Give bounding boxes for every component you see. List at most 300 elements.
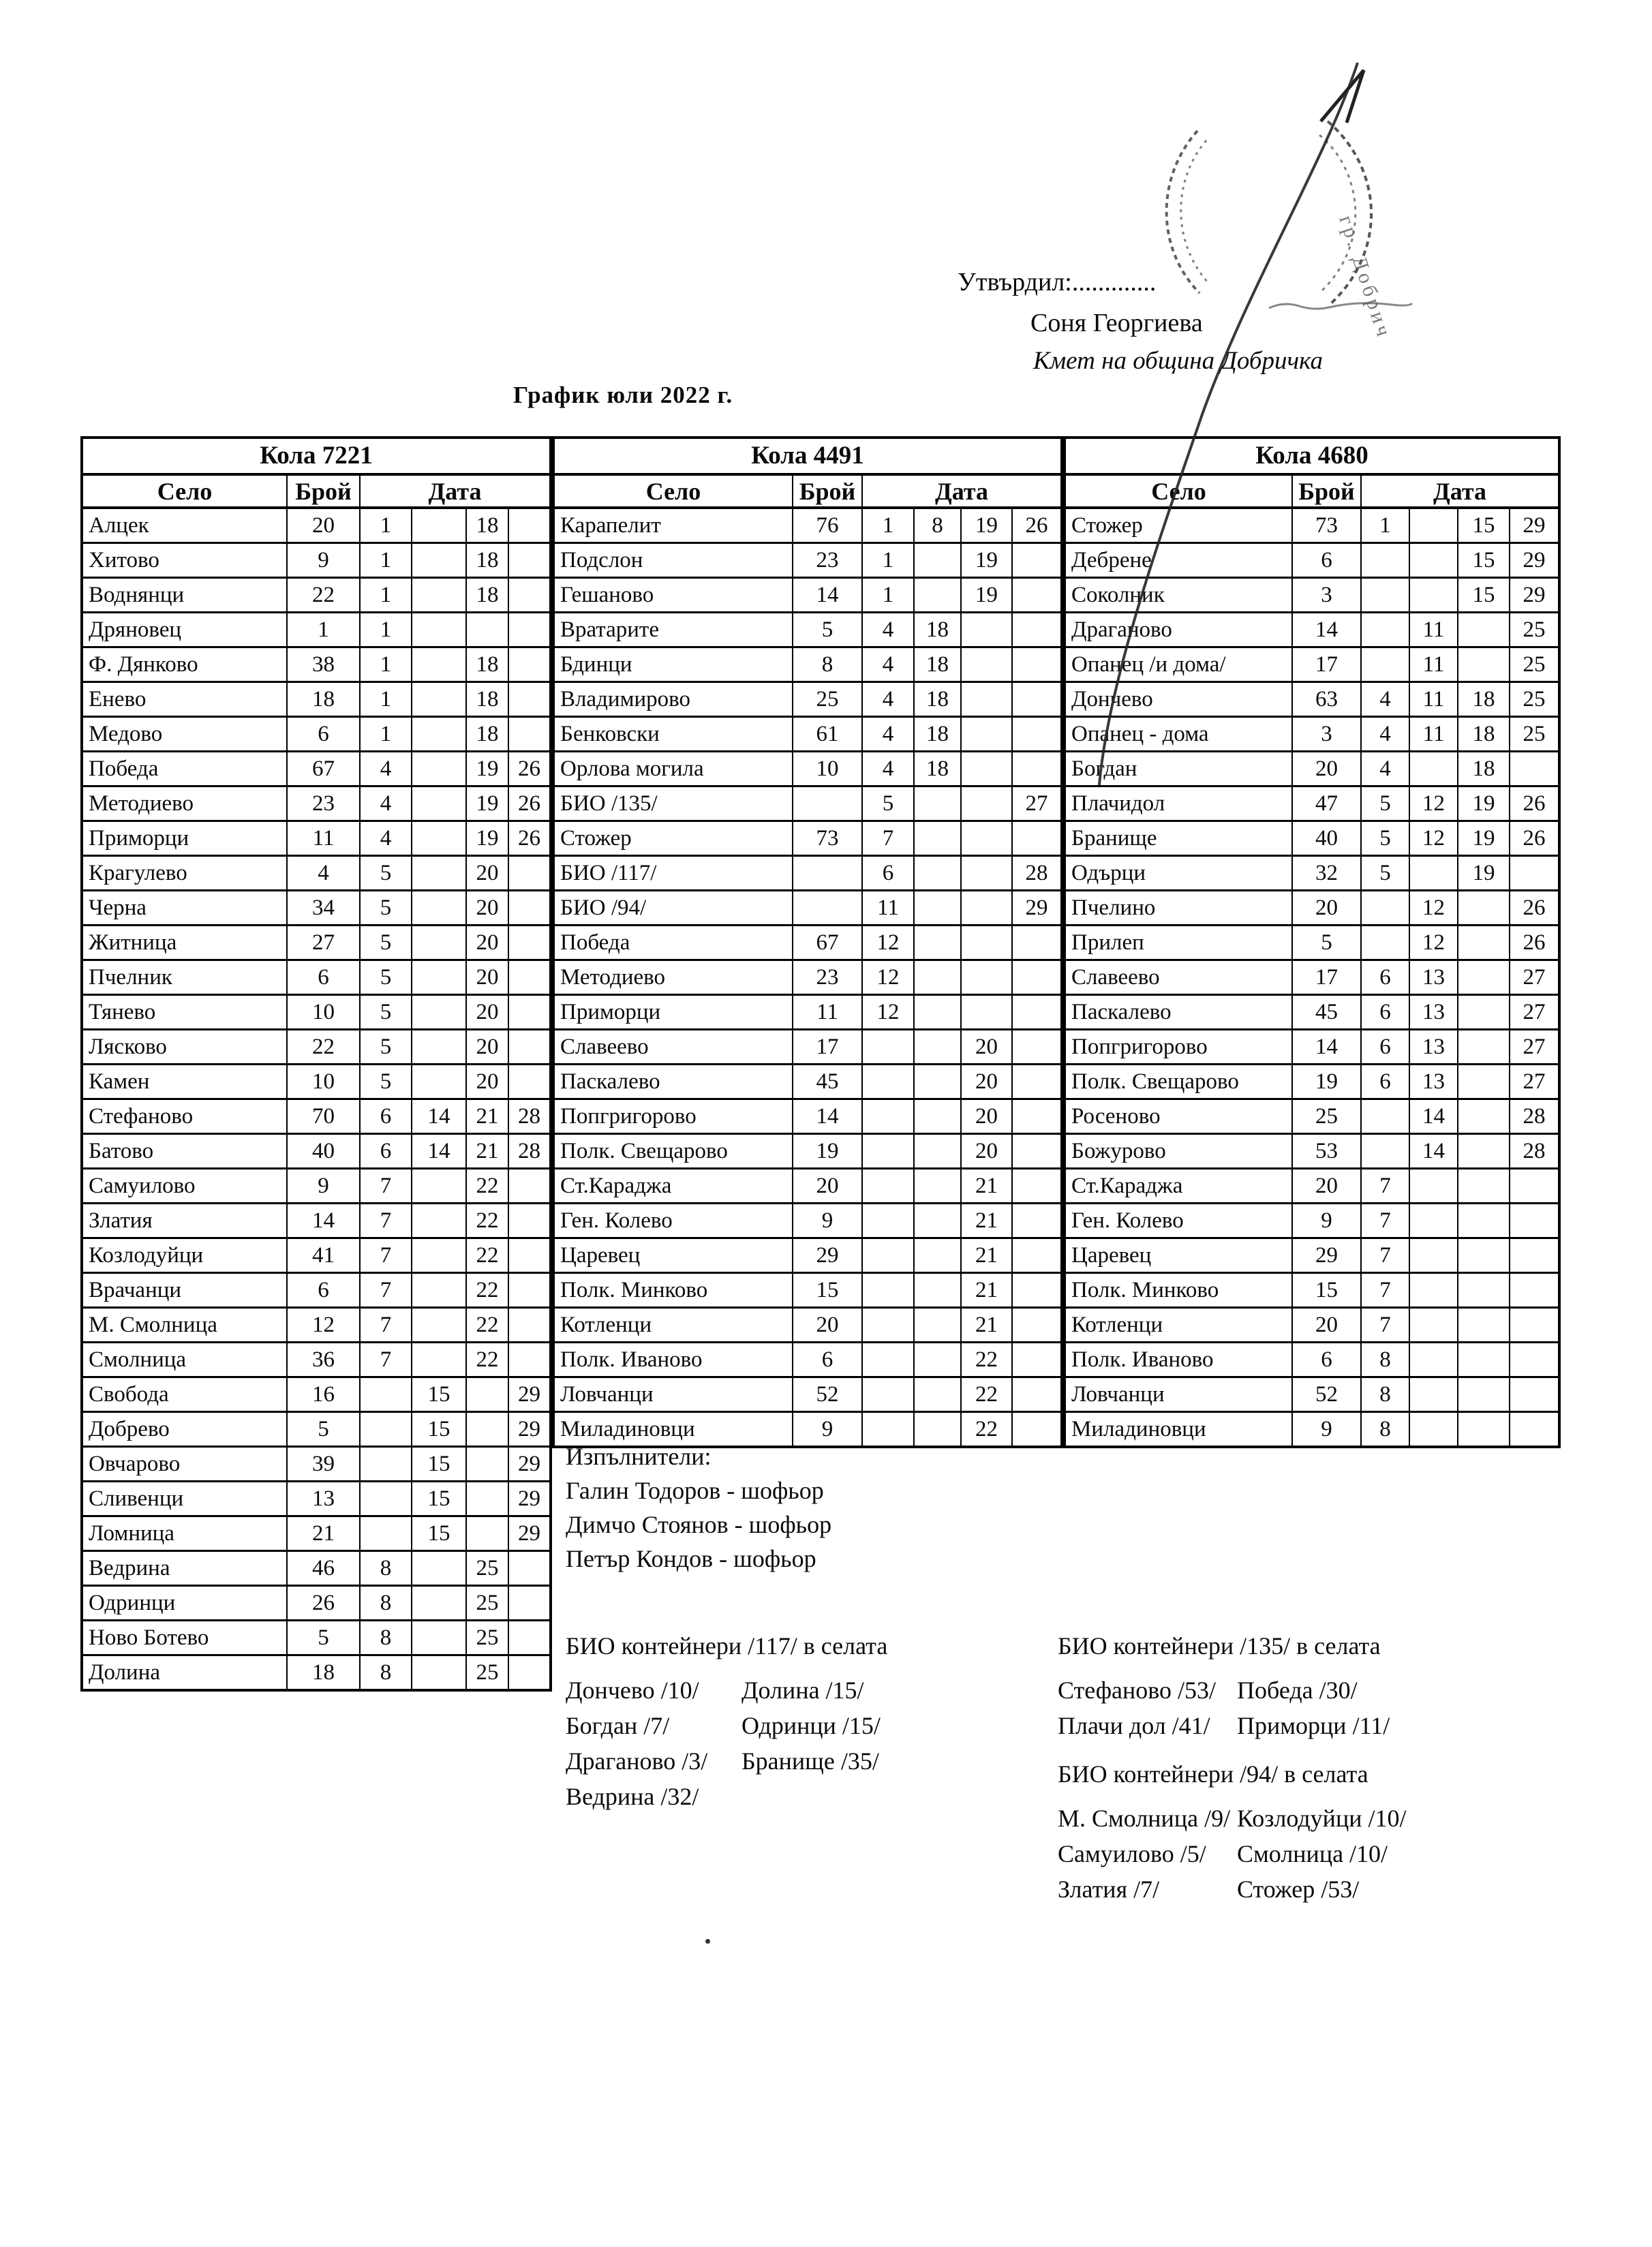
date-cell — [466, 1516, 508, 1551]
table-row — [1065, 786, 1559, 821]
date-cell: 12 — [862, 926, 914, 960]
table-row — [1065, 856, 1559, 891]
date-cell: 4 — [360, 821, 412, 856]
table-row — [1065, 647, 1559, 682]
date-cell — [1361, 647, 1409, 682]
village-cell: Паскалево — [553, 1065, 793, 1099]
village-cell: Котленци — [553, 1308, 793, 1343]
village-cell: Одринци — [82, 1586, 287, 1621]
count-cell: 20 — [1292, 1308, 1361, 1343]
date-cell: 20 — [961, 1134, 1012, 1169]
date-cell — [508, 613, 551, 647]
date-cell — [508, 1169, 551, 1204]
table-row — [553, 821, 1062, 856]
date-cell — [508, 926, 551, 960]
table-row — [82, 717, 551, 752]
date-cell: 11 — [1409, 647, 1458, 682]
date-cell: 18 — [466, 647, 508, 682]
date-cell — [914, 786, 961, 821]
date-cell: 18 — [1458, 717, 1510, 752]
date-cell — [412, 1343, 466, 1377]
date-cell — [1012, 647, 1062, 682]
executor-item: Петър Кондов - шофьор — [566, 1545, 816, 1572]
date-cell: 21 — [961, 1308, 1012, 1343]
table-row — [82, 1204, 551, 1238]
date-cell — [1510, 1308, 1559, 1343]
table-row — [1065, 960, 1559, 995]
date-cell — [914, 1030, 961, 1065]
date-cell: 6 — [360, 1099, 412, 1134]
village-cell: Пчелник — [82, 960, 287, 995]
date-cell: 20 — [466, 995, 508, 1030]
bio-item: Стефаново /53/ — [1058, 1677, 1217, 1704]
count-cell: 47 — [1292, 786, 1361, 821]
table-row — [82, 508, 551, 543]
date-cell — [1458, 1308, 1510, 1343]
date-cell: 7 — [1361, 1308, 1409, 1343]
date-cell — [412, 717, 466, 752]
date-cell — [862, 1099, 914, 1134]
date-cell: 28 — [1012, 856, 1062, 891]
date-cell: 19 — [1458, 856, 1510, 891]
date-cell — [1012, 995, 1062, 1030]
count-cell: 40 — [287, 1134, 360, 1169]
table-row — [553, 995, 1062, 1030]
date-cell: 22 — [466, 1308, 508, 1343]
date-cell: 8 — [360, 1586, 412, 1621]
table-row — [82, 682, 551, 717]
village-cell: Попгригорово — [1065, 1030, 1292, 1065]
count-cell: 20 — [793, 1308, 862, 1343]
schedule-table-car-4680 — [1063, 436, 1561, 1448]
date-cell — [1409, 1273, 1458, 1308]
date-cell — [862, 1204, 914, 1238]
date-cell: 26 — [1510, 891, 1559, 926]
date-cell: 22 — [466, 1204, 508, 1238]
date-cell — [914, 1273, 961, 1308]
date-cell: 7 — [360, 1343, 412, 1377]
table-row — [82, 1482, 551, 1516]
date-cell: 6 — [1361, 960, 1409, 995]
date-cell: 21 — [961, 1204, 1012, 1238]
date-cell: 12 — [1409, 786, 1458, 821]
date-cell: 25 — [1510, 647, 1559, 682]
date-cell — [1458, 926, 1510, 960]
date-cell: 5 — [1361, 821, 1409, 856]
table-row — [553, 1169, 1062, 1204]
village-cell: Долина — [82, 1655, 287, 1691]
date-cell — [1510, 752, 1559, 786]
date-cell: 25 — [466, 1586, 508, 1621]
date-cell — [1458, 1169, 1510, 1204]
date-cell — [1409, 1343, 1458, 1377]
village-cell: Дряновец — [82, 613, 287, 647]
count-cell: 36 — [287, 1343, 360, 1377]
village-cell: Алцек — [82, 508, 287, 543]
date-cell — [1458, 613, 1510, 647]
date-cell: 22 — [466, 1343, 508, 1377]
village-cell: Орлова могила — [553, 752, 793, 786]
date-cell — [1012, 1065, 1062, 1099]
date-cell — [862, 1238, 914, 1273]
car-header-row — [1065, 438, 1559, 474]
table-row — [82, 1308, 551, 1343]
village-cell: Гешаново — [553, 578, 793, 613]
count-cell: 18 — [287, 682, 360, 717]
date-cell: 7 — [360, 1204, 412, 1238]
count-cell: 34 — [287, 891, 360, 926]
count-cell: 6 — [1292, 543, 1361, 578]
date-cell: 15 — [1458, 578, 1510, 613]
bio-item: Драганово /3/ — [566, 1747, 708, 1775]
village-cell: Добрево — [82, 1412, 287, 1447]
date-cell — [862, 1134, 914, 1169]
count-cell: 3 — [1292, 578, 1361, 613]
date-cell: 22 — [466, 1273, 508, 1308]
date-cell — [961, 891, 1012, 926]
date-cell: 1 — [1361, 508, 1409, 543]
date-cell — [1510, 1273, 1559, 1308]
count-cell: 14 — [1292, 1030, 1361, 1065]
date-cell: 22 — [466, 1238, 508, 1273]
date-cell — [862, 1273, 914, 1308]
count-cell: 32 — [1292, 856, 1361, 891]
date-cell: 4 — [862, 682, 914, 717]
village-cell: Прилеп — [1065, 926, 1292, 960]
date-cell — [862, 1308, 914, 1343]
date-cell — [1361, 613, 1409, 647]
village-cell: Богдан — [1065, 752, 1292, 786]
date-cell: 6 — [862, 856, 914, 891]
bio-item: Златия /7/ — [1058, 1876, 1160, 1903]
date-cell — [412, 926, 466, 960]
table-row — [1065, 717, 1559, 752]
table-row — [82, 613, 551, 647]
date-cell: 5 — [360, 1065, 412, 1099]
bio-heading: БИО контейнери /135/ в селата — [1058, 1632, 1381, 1660]
table-row — [1065, 752, 1559, 786]
village-cell: Овчарово — [82, 1447, 287, 1482]
date-cell — [412, 1169, 466, 1204]
count-cell: 6 — [287, 1273, 360, 1308]
date-cell — [914, 891, 961, 926]
date-cell — [508, 543, 551, 578]
bio-item: Козлодуйци /10/ — [1237, 1805, 1407, 1832]
date-cell — [508, 578, 551, 613]
village-cell: Паскалево — [1065, 995, 1292, 1030]
count-cell: 22 — [287, 578, 360, 613]
table-row — [82, 543, 551, 578]
date-cell — [914, 1099, 961, 1134]
date-cell — [1510, 1238, 1559, 1273]
date-cell: 5 — [360, 960, 412, 995]
table-row — [553, 891, 1062, 926]
date-cell: 20 — [466, 1065, 508, 1099]
count-cell: 19 — [1292, 1065, 1361, 1099]
table-row — [82, 1169, 551, 1204]
table-row — [1065, 1412, 1559, 1448]
date-cell: 18 — [466, 717, 508, 752]
stamp-fragment-right-icon — [1328, 121, 1371, 305]
date-cell: 29 — [1510, 578, 1559, 613]
date-cell — [914, 1238, 961, 1273]
count-cell: 20 — [1292, 1169, 1361, 1204]
scan-speck — [705, 1939, 710, 1944]
date-cell — [1012, 1169, 1062, 1204]
date-cell: 26 — [1510, 821, 1559, 856]
date-cell: 14 — [412, 1134, 466, 1169]
date-cell — [1458, 1065, 1510, 1099]
date-cell — [508, 1308, 551, 1343]
village-cell: Ф. Дянково — [82, 647, 287, 682]
date-cell — [412, 1621, 466, 1655]
date-cell: 4 — [360, 752, 412, 786]
date-cell: 15 — [412, 1482, 466, 1516]
date-cell — [412, 960, 466, 995]
date-cell: 26 — [1012, 508, 1062, 543]
count-cell: 10 — [793, 752, 862, 786]
date-cell: 29 — [1012, 891, 1062, 926]
stamp-fragment-left-inner-icon — [1181, 140, 1208, 282]
date-cell — [412, 647, 466, 682]
bio-item: Победа /30/ — [1237, 1677, 1358, 1704]
date-cell: 1 — [360, 543, 412, 578]
date-cell — [1409, 1204, 1458, 1238]
date-cell: 19 — [961, 543, 1012, 578]
date-cell: 26 — [1510, 926, 1559, 960]
date-cell: 15 — [412, 1516, 466, 1551]
table-row — [1065, 1099, 1559, 1134]
village-cell: Житница — [82, 926, 287, 960]
date-cell — [508, 891, 551, 926]
date-cell — [466, 1482, 508, 1516]
date-cell: 5 — [360, 1030, 412, 1065]
date-cell: 12 — [1409, 926, 1458, 960]
date-cell — [914, 821, 961, 856]
date-cell — [360, 1516, 412, 1551]
date-cell — [1409, 1412, 1458, 1448]
village-cell: Опанец - дома — [1065, 717, 1292, 752]
stamp-fragment-right-inner-icon — [1319, 135, 1356, 292]
date-cell — [412, 1238, 466, 1273]
bio-column-right — [741, 1672, 881, 1814]
village-cell: Батово — [82, 1134, 287, 1169]
date-cell — [1012, 578, 1062, 613]
village-cell: Стожер — [1065, 508, 1292, 543]
date-cell — [508, 1065, 551, 1099]
date-cell — [1458, 891, 1510, 926]
date-cell — [360, 1447, 412, 1482]
village-cell: Драганово — [1065, 613, 1292, 647]
village-cell: Царевец — [1065, 1238, 1292, 1273]
date-cell — [508, 647, 551, 682]
table-row — [553, 752, 1062, 786]
count-cell: 1 — [287, 613, 360, 647]
count-cell: 17 — [1292, 960, 1361, 995]
table-row — [1065, 1308, 1559, 1343]
col-date: Дата — [360, 474, 551, 508]
date-cell: 18 — [914, 682, 961, 717]
count-cell: 18 — [287, 1655, 360, 1691]
count-cell — [793, 786, 862, 821]
date-cell: 20 — [466, 960, 508, 995]
date-cell: 7 — [1361, 1273, 1409, 1308]
date-cell — [412, 613, 466, 647]
date-cell: 18 — [914, 647, 961, 682]
table-row — [553, 682, 1062, 717]
date-cell — [508, 1586, 551, 1621]
count-cell — [793, 891, 862, 926]
village-cell: Плачидол — [1065, 786, 1292, 821]
date-cell — [412, 682, 466, 717]
count-cell: 9 — [287, 543, 360, 578]
table-row — [1065, 1030, 1559, 1065]
date-cell: 6 — [1361, 995, 1409, 1030]
village-cell: Миладиновци — [1065, 1412, 1292, 1448]
date-cell — [1361, 891, 1409, 926]
count-cell: 8 — [793, 647, 862, 682]
date-cell: 13 — [1409, 995, 1458, 1030]
date-cell: 7 — [360, 1273, 412, 1308]
village-cell: Приморци — [553, 995, 793, 1030]
date-cell: 11 — [1409, 613, 1458, 647]
pen-squiggle-icon — [1269, 303, 1412, 309]
date-cell: 28 — [508, 1134, 551, 1169]
count-cell: 23 — [793, 960, 862, 995]
bio-column-left — [566, 1672, 741, 1814]
date-cell — [1409, 508, 1458, 543]
date-cell: 25 — [466, 1551, 508, 1586]
date-cell: 19 — [961, 578, 1012, 613]
date-cell — [1510, 1169, 1559, 1204]
date-cell: 21 — [961, 1169, 1012, 1204]
date-cell — [1458, 995, 1510, 1030]
table-row — [553, 960, 1062, 995]
column-header-row — [553, 474, 1062, 508]
date-cell — [1012, 682, 1062, 717]
date-cell: 15 — [412, 1447, 466, 1482]
count-cell: 5 — [287, 1412, 360, 1447]
table-row — [553, 1099, 1062, 1134]
table-row — [82, 752, 551, 786]
date-cell — [1458, 1204, 1510, 1238]
table-row — [82, 856, 551, 891]
date-cell: 5 — [360, 926, 412, 960]
date-cell — [1012, 926, 1062, 960]
table-row — [82, 960, 551, 995]
table-row — [1065, 613, 1559, 647]
table-row — [82, 1516, 551, 1551]
date-cell — [508, 1238, 551, 1273]
date-cell — [508, 1551, 551, 1586]
date-cell — [961, 995, 1012, 1030]
date-cell: 18 — [914, 752, 961, 786]
table-row — [1065, 1238, 1559, 1273]
date-cell — [412, 786, 466, 821]
date-cell: 7 — [360, 1238, 412, 1273]
bio-heading: БИО контейнери /117/ в селата — [566, 1632, 888, 1660]
table-row — [82, 891, 551, 926]
village-cell: Сливенци — [82, 1482, 287, 1516]
date-cell: 15 — [1458, 508, 1510, 543]
count-cell: 52 — [1292, 1377, 1361, 1412]
date-cell: 18 — [914, 613, 961, 647]
village-cell: Ломница — [82, 1516, 287, 1551]
count-cell: 61 — [793, 717, 862, 752]
date-cell — [862, 1377, 914, 1412]
table-row — [82, 1134, 551, 1169]
count-cell: 25 — [793, 682, 862, 717]
village-cell: Миладиновци — [553, 1412, 793, 1448]
date-cell: 1 — [360, 682, 412, 717]
village-cell: Карапелит — [553, 508, 793, 543]
count-cell: 14 — [793, 1099, 862, 1134]
date-cell — [914, 995, 961, 1030]
date-cell: 20 — [466, 856, 508, 891]
table-row — [82, 821, 551, 856]
village-cell: Дончево — [1065, 682, 1292, 717]
count-cell: 67 — [793, 926, 862, 960]
count-cell: 20 — [287, 508, 360, 543]
date-cell: 7 — [360, 1308, 412, 1343]
date-cell: 15 — [1458, 543, 1510, 578]
table-body — [82, 508, 551, 1690]
date-cell — [1012, 1030, 1062, 1065]
date-cell — [412, 1655, 466, 1691]
village-cell: Полк. Свещарово — [553, 1134, 793, 1169]
count-cell: 11 — [287, 821, 360, 856]
date-cell — [412, 856, 466, 891]
col-count: Брой — [1292, 474, 1361, 508]
count-cell: 6 — [287, 960, 360, 995]
date-cell: 15 — [412, 1377, 466, 1412]
date-cell — [1458, 1273, 1510, 1308]
bio-block-94 — [1058, 1757, 1406, 1907]
date-cell — [360, 1412, 412, 1447]
date-cell — [961, 613, 1012, 647]
table-row — [553, 578, 1062, 613]
count-cell: 10 — [287, 1065, 360, 1099]
date-cell: 28 — [1510, 1099, 1559, 1134]
date-cell: 11 — [1409, 682, 1458, 717]
village-cell: Славеево — [1065, 960, 1292, 995]
date-cell — [1012, 1273, 1062, 1308]
approver-name: Соня Георгиева — [1030, 309, 1203, 337]
count-cell: 29 — [1292, 1238, 1361, 1273]
car-title: Кола 4491 — [553, 438, 1062, 474]
village-cell: Врачанци — [82, 1273, 287, 1308]
date-cell: 29 — [1510, 543, 1559, 578]
date-cell — [1409, 752, 1458, 786]
car-header-row — [553, 438, 1062, 474]
date-cell — [412, 1308, 466, 1343]
table-row — [553, 786, 1062, 821]
table-row — [1065, 1377, 1559, 1412]
table-row — [553, 543, 1062, 578]
count-cell: 12 — [287, 1308, 360, 1343]
date-cell: 8 — [1361, 1377, 1409, 1412]
date-cell — [1012, 1377, 1062, 1412]
table-row — [1065, 1065, 1559, 1099]
column-header-row — [1065, 474, 1559, 508]
date-cell: 19 — [466, 786, 508, 821]
date-cell — [412, 821, 466, 856]
count-cell: 3 — [1292, 717, 1361, 752]
village-cell: Воднянци — [82, 578, 287, 613]
village-cell: Методиево — [82, 786, 287, 821]
table-row — [1065, 1204, 1559, 1238]
date-cell: 13 — [1409, 1065, 1458, 1099]
